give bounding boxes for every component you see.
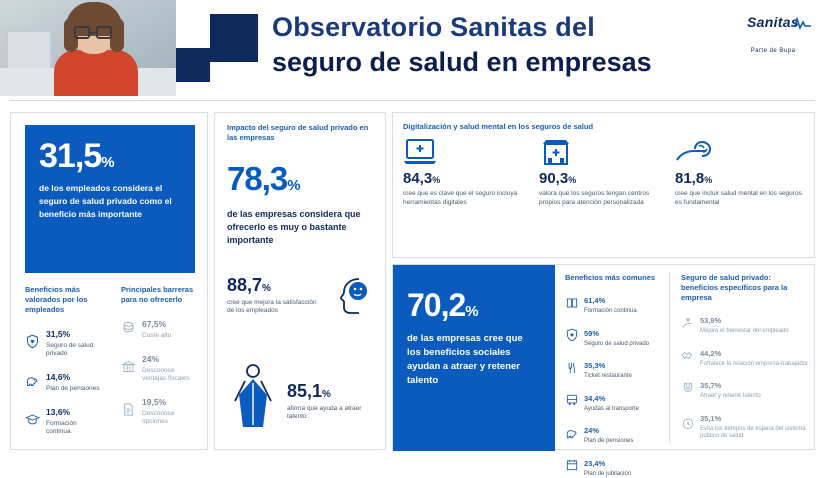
page-title xyxy=(272,10,732,80)
list-item xyxy=(565,323,665,349)
stat-text-818: cree que incluir salud mental en los seguros es fundamental xyxy=(675,190,803,207)
list-item-label: Evita los tiempos de espera del sistema público de salud xyxy=(700,426,809,441)
list-item-label: Plan de pensiones xyxy=(46,385,100,393)
stat-text-702: de las empresas cree que los beneficios sociales ayudan a atraer y retener talento xyxy=(393,324,555,388)
decorative-square-white xyxy=(176,14,210,48)
panel-company-impact-title: Impacto del seguro de salud privado en las empresas xyxy=(227,123,373,143)
brand-name: Sanitas xyxy=(731,14,815,30)
header-photo xyxy=(0,0,176,96)
glasses-bridge-icon xyxy=(90,32,96,34)
column-common-benefits xyxy=(565,273,665,478)
stat-value-818: 81,8% xyxy=(675,170,803,187)
book-icon xyxy=(565,296,579,310)
stat-highlight-702 xyxy=(393,265,555,451)
title-line-1: Observatorio Sanitas del xyxy=(272,10,732,44)
hand-brain-icon xyxy=(675,138,803,166)
panel-company-impact xyxy=(214,112,386,450)
list-item-value: 44,2% xyxy=(700,349,721,358)
list-item-value: 59% xyxy=(584,329,599,338)
column-most-valued-title: Beneficios más valorados por los empleados xyxy=(25,285,103,315)
stat-value-702: 70,2% xyxy=(393,265,555,324)
column-divider xyxy=(669,271,670,443)
stat-block-887 xyxy=(227,275,375,315)
list-item-label: Plan de jubilación xyxy=(584,471,631,478)
header xyxy=(0,0,825,96)
panel-digital-mental-health-title: Digitalización y salud mental en los seguros de salud xyxy=(403,122,804,132)
list-item-label: Desconoce ventajas fiscales xyxy=(142,367,199,383)
decorative-square-navy xyxy=(210,14,258,62)
list-item-value: 24% xyxy=(142,354,159,364)
column-most-valued xyxy=(25,285,103,436)
list-item xyxy=(565,355,665,381)
brand-tagline: Parte de Bupa xyxy=(731,48,815,54)
header-divider xyxy=(10,100,815,101)
list-item-value: 24% xyxy=(584,426,599,435)
piggy-bank-icon xyxy=(565,426,579,440)
list-item-value: 53,9% xyxy=(700,316,721,325)
list-item-value: 67,5% xyxy=(142,319,166,329)
list-item xyxy=(25,402,103,436)
stat-value-851: 85,1% xyxy=(287,381,375,402)
list-item xyxy=(25,367,103,393)
document-icon xyxy=(121,402,136,417)
list-item xyxy=(565,420,665,446)
handshake-icon xyxy=(681,348,695,362)
stat-text-783: de las empresas considera que ofrecerlo es muy o bastante importante xyxy=(227,208,373,247)
list-item-label: Coste alto xyxy=(142,332,171,340)
column-barriers-title: Principales barreras para no ofrecerlo xyxy=(121,285,199,305)
stat-block-851 xyxy=(227,361,375,433)
list-item-value: 35,3% xyxy=(584,361,605,370)
list-item-value: 35,7% xyxy=(700,381,721,390)
list-item xyxy=(681,310,809,336)
list-item xyxy=(121,392,199,426)
person-cape-icon xyxy=(227,361,279,433)
list-item xyxy=(121,349,199,383)
stat-cell-818 xyxy=(675,138,803,207)
stat-value-843: 84,3% xyxy=(403,170,531,187)
list-item-label: Seguro de salud privado xyxy=(584,341,649,349)
shield-heart-icon xyxy=(25,334,40,349)
glasses-right-icon xyxy=(96,26,112,39)
list-item xyxy=(565,453,665,478)
piggy-bank-icon xyxy=(25,373,40,388)
list-item xyxy=(565,290,665,316)
stat-text-887: cree que mejora la satisfacción de los empleados xyxy=(227,299,323,315)
list-item-value: 35,1% xyxy=(700,414,721,423)
stat-value-783: 78,3% xyxy=(227,161,373,204)
stat-text-851: afirma que ayuda a atraer talento xyxy=(287,405,375,421)
head-smile-icon xyxy=(331,275,375,315)
column-common-benefits-title: Beneficios más comunes xyxy=(565,273,665,283)
list-item-label: Ayudas al transporte xyxy=(584,406,639,414)
list-item-label: Plan de pensiones xyxy=(584,438,633,446)
list-item xyxy=(121,314,199,340)
column-company-benefits-title: Seguro de salud privado: beneficios específicos para la empresa xyxy=(681,273,809,303)
pulse-icon xyxy=(791,16,811,30)
stat-cell-843 xyxy=(403,138,531,207)
list-item-label: Formación continua xyxy=(46,420,103,436)
list-item-label: Mejora el bienestar del empleado xyxy=(700,328,789,336)
decorative-square-navy-small xyxy=(176,48,210,82)
stat-value-903: 90,3% xyxy=(539,170,667,187)
list-item xyxy=(25,324,103,358)
shield-heart-icon xyxy=(565,328,579,342)
laptop-health-icon xyxy=(403,138,531,166)
glasses-left-icon xyxy=(74,26,90,39)
list-item-label: Atraer y retiene talento xyxy=(700,393,761,401)
list-item-value: 61,4% xyxy=(584,296,605,305)
list-item-label: Desconoce opciones xyxy=(142,410,199,426)
magnet-icon xyxy=(681,381,695,395)
cutlery-icon xyxy=(565,361,579,375)
column-company-benefits xyxy=(681,273,809,441)
list-item-value: 31,5% xyxy=(46,329,70,339)
stat-highlight-315 xyxy=(25,125,195,273)
graduation-cap-icon xyxy=(25,412,40,427)
bank-icon xyxy=(121,359,136,374)
list-item-value: 14,6% xyxy=(46,372,70,382)
bus-icon xyxy=(565,393,579,407)
list-item-label: Seguro de salud privado xyxy=(46,342,103,358)
list-item-value: 19,5% xyxy=(142,397,166,407)
panel-digital-mental-health xyxy=(392,112,815,258)
person-hair-right xyxy=(110,18,124,52)
laptop-screen xyxy=(6,30,52,72)
column-barriers xyxy=(121,285,199,426)
stat-text-315: de los empleados considera el seguro de salud privado como el beneficio más importante xyxy=(25,176,195,221)
list-item-value: 13,6% xyxy=(46,407,70,417)
list-item xyxy=(681,343,809,369)
stat-value-315: 31,5% xyxy=(25,125,195,176)
heart-hand-icon xyxy=(681,316,695,330)
list-item xyxy=(681,408,809,441)
calendar-icon xyxy=(565,458,579,472)
stat-value-887: 88,7% xyxy=(227,275,323,296)
list-item xyxy=(565,388,665,414)
person-body xyxy=(54,50,138,96)
clock-icon xyxy=(681,417,695,431)
stat-text-903: valora que los seguros tengan centros propios para atención personalizada xyxy=(539,190,667,207)
panel-employee-benefits xyxy=(10,112,208,450)
list-item-label: Formación continua xyxy=(584,308,637,316)
panel-social-benefits xyxy=(392,264,815,450)
stat-text-843: cree que es clave que el seguro incluya herramientas digitales xyxy=(403,190,531,207)
stat-cell-903 xyxy=(539,138,667,207)
list-item-value: 34,4% xyxy=(584,394,605,403)
coins-icon xyxy=(121,320,136,335)
stat-grid xyxy=(393,138,814,207)
list-item-label: Ticket restaurante xyxy=(584,373,632,381)
hospital-icon xyxy=(539,138,667,166)
list-item xyxy=(681,375,809,401)
title-line-2: seguro de salud en empresas xyxy=(272,44,732,80)
list-item-value: 23,4% xyxy=(584,459,605,468)
brand-logo xyxy=(731,14,815,54)
list-item-label: Fortalece la relación empresa-trabajador xyxy=(700,361,808,369)
